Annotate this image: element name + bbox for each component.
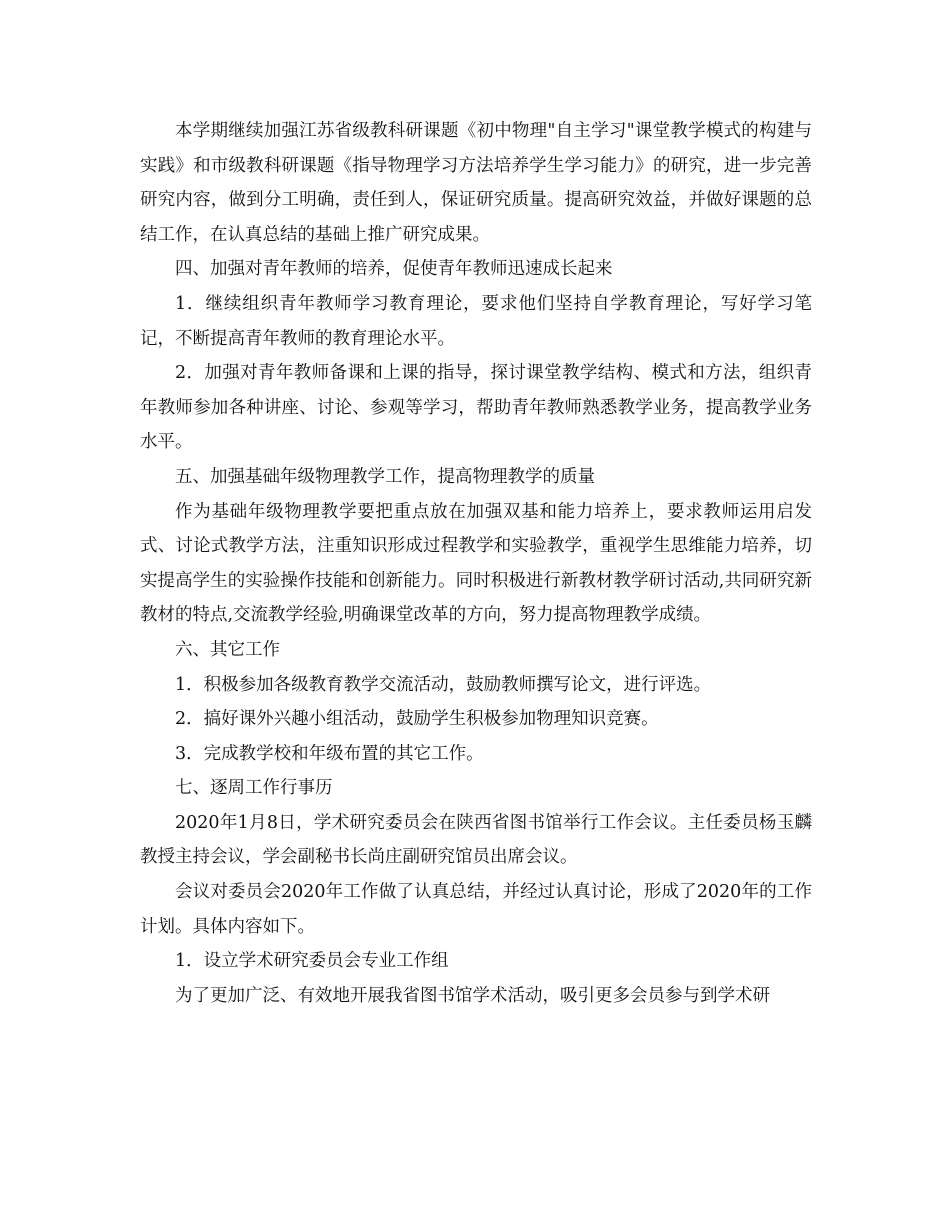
paragraph-research-topics: 本学期继续加强江苏省级教科研课题《初中物理"自主学习"课堂教学模式的构建与实践》和市级教科研课题《指导物理学习方法培养学生学习能力》的研究，进一步完善研究内容，做到分工明确，责任到人，保证研究质量。提高研究效益，并做好课题的总结工作，在认真总结的基础上推广研究成果。 [140,121,812,245]
paragraph-item-6-3: 3．完成教学校和年级布置的其它工作。 [175,743,484,764]
paragraph-meeting-info: 2020年1月8日，学术研究委员会在陕西省图书馆举行工作会议。主任委员杨玉麟教授主持会议，学会副秘书长尚庄副研究馆员出席会议。 [140,812,812,868]
paragraph-item-4-2: 2．加强对青年教师备课和上课的指导，探讨课堂教学结构、模式和方法，组织青年教师参加各种讲座、讨论、参观等学习，帮助青年教师熟悉教学业务，提高教学业务水平。 [140,363,812,453]
paragraph-item-6-1: 1．积极参加各级教育教学交流活动，鼓励教师撰写论文，进行评选。 [175,674,712,695]
paragraph-item-7-1: 1．设立学术研究委员会专业工作组 [175,951,449,972]
heading-section-6: 六、其它工作 [175,639,280,660]
paragraph-working-groups: 为了更加广泛、有效地开展我省图书馆学术活动，吸引更多会员参与到学术研 [175,985,770,1006]
heading-section-5: 五、加强基础年级物理教学工作，提高物理教学的质量 [175,466,595,487]
paragraph-item-4-1: 1．继续组织青年教师学习教育理论，要求他们坚持自学教育理论，写好学习笔记，不断提高青年教师的教育理论水平。 [140,293,812,349]
document-body [140,114,812,1013]
heading-section-7: 七、逐周工作行事历 [175,778,333,799]
paragraph-section-5-body: 作为基础年级物理教学要把重点放在加强双基和能力培养上，要求教师运用启发式、讨论式教学方法，注重知识形成过程教学和实验教学，重视学生思维能力培养，切实提高学生的实验操作技能和创新能力。同时积极进行新教材教学研讨活动,共同研究新教材的特点,交流教学经验,明确课堂改革的方向，努力提高物理教学成绩。 [140,501,812,626]
heading-section-4: 四、加强对青年教师的培养，促使青年教师迅速成长起来 [175,259,613,280]
paragraph-item-6-2: 2．搞好课外兴趣小组活动，鼓励学生积极参加物理知识竞赛。 [175,709,659,730]
paragraph-meeting-summary: 会议对委员会2020年工作做了认真总结，并经过认真讨论，形成了2020年的工作计划。具体内容如下。 [140,882,812,937]
